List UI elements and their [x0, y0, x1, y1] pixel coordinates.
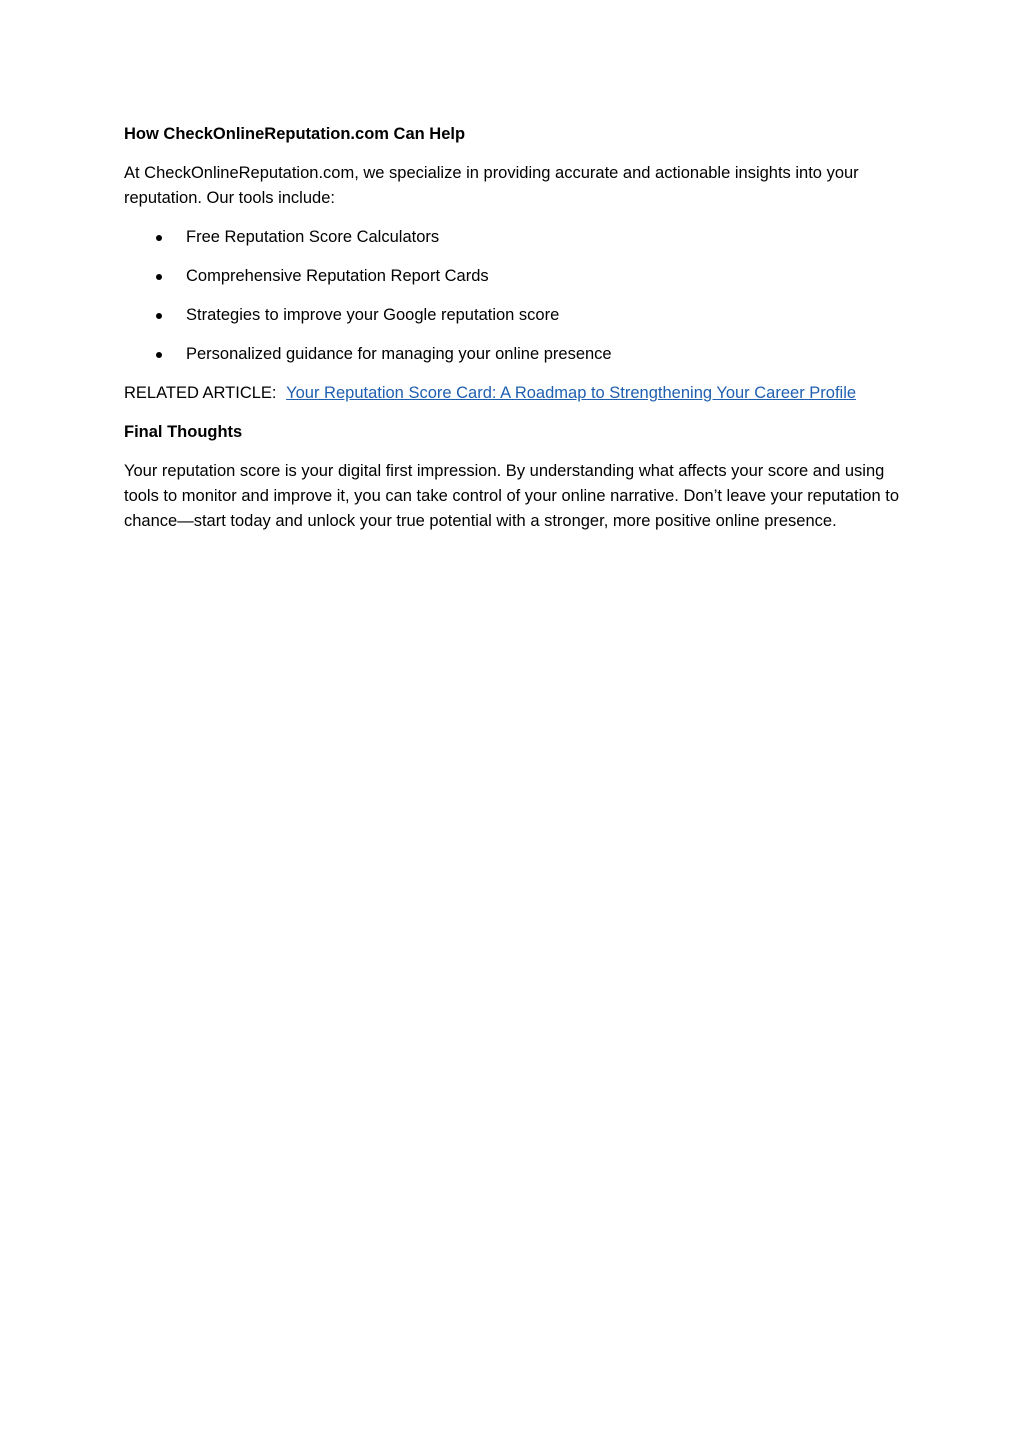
bullet-icon	[156, 274, 162, 280]
list-item	[124, 342, 904, 367]
tools-list	[124, 225, 904, 367]
bullet-icon	[156, 235, 162, 241]
bullet-icon	[156, 313, 162, 319]
list-item	[124, 303, 904, 328]
list-item	[124, 264, 904, 289]
list-item-text: Comprehensive Reputation Report Cards	[186, 267, 489, 285]
list-item-text: Free Reputation Score Calculators	[186, 228, 440, 246]
document-page	[124, 122, 904, 548]
section-heading-how-it-helps: How CheckOnlineReputation.com Can Help	[124, 125, 466, 143]
final-thoughts-paragraph: Your reputation score is your digital first impression. By understanding what affects your score and using tools to monitor and improve it, you can take control of your online narrative. Don’t leave your reputation to chance—start today and unlock your true potential with a stronger, more positive online presence.	[124, 462, 900, 530]
intro-paragraph: At CheckOnlineReputation.com, we specialize in providing accurate and actionable insights into your reputation. Our tools include:	[124, 164, 859, 207]
list-item-text: Personalized guidance for managing your online presence	[186, 345, 612, 363]
bullet-icon	[156, 352, 162, 358]
list-item-text: Strategies to improve your Google reputation score	[186, 306, 560, 324]
list-item	[124, 225, 904, 250]
related-article-label: RELATED ARTICLE:	[124, 384, 277, 402]
related-article	[124, 381, 904, 406]
related-article-link[interactable]: Your Reputation Score Card: A Roadmap to Strengthening Your Career Profile	[286, 384, 857, 402]
section-heading-final-thoughts: Final Thoughts	[124, 423, 243, 441]
